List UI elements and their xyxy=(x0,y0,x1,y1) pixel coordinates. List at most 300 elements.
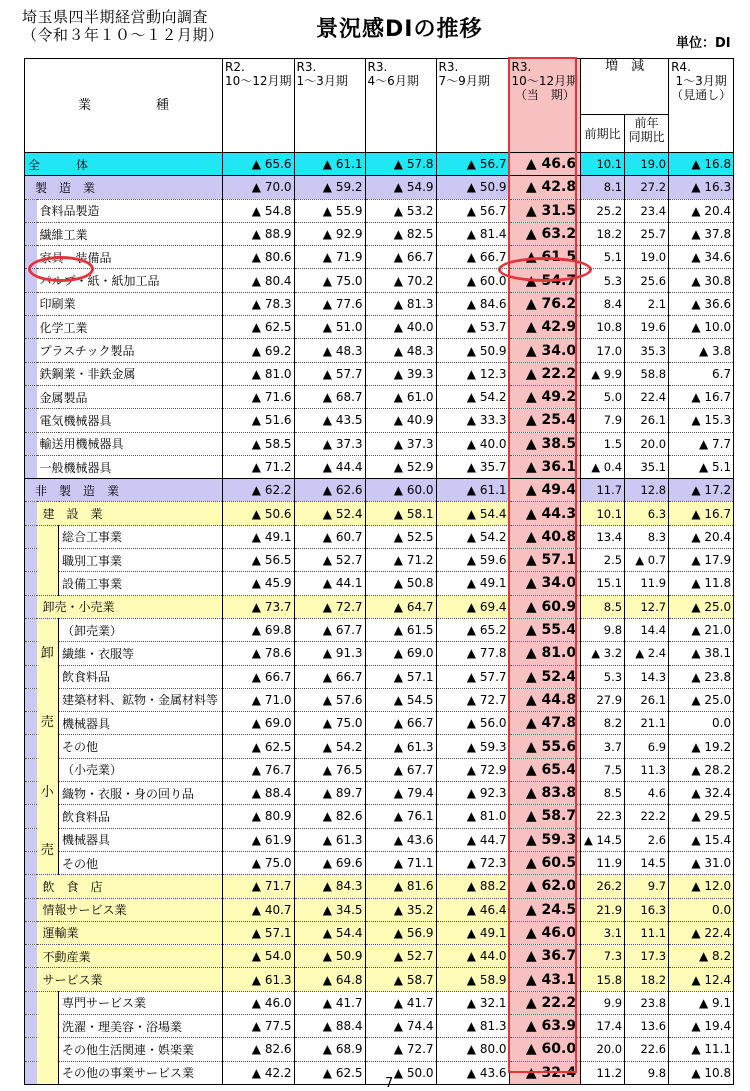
di-current-value: ▲ 60.9 xyxy=(509,595,581,618)
di-value: ▲ 40.0 xyxy=(436,432,509,455)
header-change: 増 減 xyxy=(581,59,669,115)
sector-indent xyxy=(25,199,37,222)
header-industry: 業 種 xyxy=(25,59,223,153)
di-value: ▲ 50.8 xyxy=(365,572,436,595)
di-value: ▲ 44.7 xyxy=(436,828,509,851)
group-indent xyxy=(37,1038,59,1061)
di-value: ▲ 71.6 xyxy=(223,385,295,408)
di-value: ▲ 80.4 xyxy=(223,269,295,292)
di-value: ▲ 81.0 xyxy=(223,362,295,385)
table-row xyxy=(25,898,734,921)
group-indent xyxy=(37,1014,59,1037)
di-current-value: ▲ 60.5 xyxy=(509,851,581,874)
di-value: ▲ 52.9 xyxy=(365,455,436,478)
change-qoq: 5.0 xyxy=(581,385,625,408)
change-qoq: ▲ 9.9 xyxy=(581,362,625,385)
sector-indent xyxy=(25,688,37,711)
di-value: ▲ 62.5 xyxy=(223,316,295,339)
sector-indent xyxy=(25,851,37,874)
di-value: ▲ 64.7 xyxy=(365,595,436,618)
di-value: ▲ 57.1 xyxy=(223,921,295,944)
industry-label: 情報サービス業 xyxy=(37,898,223,921)
table-row xyxy=(25,828,734,851)
di-value: ▲ 92.9 xyxy=(294,222,365,245)
di-outlook-value: ▲ 22.4 xyxy=(669,921,734,944)
table-row xyxy=(25,945,734,968)
change-yoy: ▲ 0.7 xyxy=(625,549,669,572)
industry-label: 建築材料、鉱物・金属材料等 xyxy=(59,688,223,711)
change-qoq: ▲ 14.5 xyxy=(581,828,625,851)
di-value: ▲ 66.7 xyxy=(365,246,436,269)
industry-label: 機械器具 xyxy=(59,828,223,851)
sector-indent xyxy=(25,828,37,851)
di-value: ▲ 72.3 xyxy=(436,851,509,874)
di-current-value: ▲ 25.4 xyxy=(509,409,581,432)
di-current-value: ▲ 24.5 xyxy=(509,898,581,921)
di-value: ▲ 43.6 xyxy=(436,1061,509,1084)
change-qoq: 11.9 xyxy=(581,851,625,874)
di-value: ▲ 54.2 xyxy=(294,735,365,758)
di-value: ▲ 81.3 xyxy=(436,1014,509,1037)
header-r2-q4: R2. 10～12月期 xyxy=(223,59,295,153)
table-row xyxy=(25,385,734,408)
di-outlook-value: ▲ 36.6 xyxy=(669,292,734,315)
industry-label: 機械器具 xyxy=(59,712,223,735)
di-outlook-value: ▲ 16.8 xyxy=(669,153,734,176)
di-value: ▲ 56.7 xyxy=(436,199,509,222)
di-value: ▲ 56.7 xyxy=(436,153,509,176)
di-outlook-value: ▲ 28.2 xyxy=(669,758,734,781)
di-outlook-value: ▲ 21.0 xyxy=(669,618,734,641)
change-qoq: 17.4 xyxy=(581,1014,625,1037)
di-value: ▲ 50.9 xyxy=(294,945,365,968)
di-value: ▲ 54.9 xyxy=(365,176,436,199)
di-outlook-value: ▲ 15.3 xyxy=(669,409,734,432)
table-row xyxy=(25,688,734,711)
di-outlook-value: ▲ 19.2 xyxy=(669,735,734,758)
change-qoq: 15.8 xyxy=(581,968,625,991)
di-outlook-value: ▲ 15.4 xyxy=(669,828,734,851)
di-outlook-value: ▲ 7.7 xyxy=(669,432,734,455)
di-value: ▲ 78.6 xyxy=(223,642,295,665)
di-value: ▲ 51.0 xyxy=(294,316,365,339)
change-yoy: 11.1 xyxy=(625,921,669,944)
di-value: ▲ 71.2 xyxy=(223,455,295,478)
di-outlook-value: ▲ 11.8 xyxy=(669,572,734,595)
table-row xyxy=(25,921,734,944)
industry-label: 製 造 業 xyxy=(25,176,223,199)
di-value: ▲ 81.6 xyxy=(365,875,436,898)
di-value: ▲ 40.0 xyxy=(365,316,436,339)
di-value: ▲ 61.3 xyxy=(365,735,436,758)
di-value: ▲ 55.9 xyxy=(294,199,365,222)
di-outlook-value: ▲ 16.7 xyxy=(669,385,734,408)
industry-label: 専門サービス業 xyxy=(59,991,223,1014)
industry-label: 家具・装備品 xyxy=(37,246,223,269)
di-current-value: ▲ 63.2 xyxy=(509,222,581,245)
change-yoy: 2.6 xyxy=(625,828,669,851)
change-yoy: 22.2 xyxy=(625,805,669,828)
di-value: ▲ 65.6 xyxy=(223,153,295,176)
di-value: ▲ 61.1 xyxy=(294,153,365,176)
table-row xyxy=(25,502,734,525)
di-value: ▲ 50.6 xyxy=(223,502,295,525)
di-value: ▲ 69.4 xyxy=(436,595,509,618)
change-qoq: 5.3 xyxy=(581,269,625,292)
di-outlook-value: ▲ 12.0 xyxy=(669,875,734,898)
di-value: ▲ 57.7 xyxy=(436,665,509,688)
di-current-value: ▲ 43.1 xyxy=(509,968,581,991)
table-row xyxy=(25,712,734,735)
di-outlook-value: ▲ 11.1 xyxy=(669,1038,734,1061)
sector-indent xyxy=(25,292,37,315)
industry-label: （小売業） xyxy=(59,758,223,781)
sector-indent xyxy=(25,316,37,339)
di-value: ▲ 48.3 xyxy=(365,339,436,362)
di-value: ▲ 68.9 xyxy=(294,1038,365,1061)
change-qoq: 9.8 xyxy=(581,618,625,641)
sector-indent xyxy=(25,362,37,385)
change-yoy: 14.5 xyxy=(625,851,669,874)
di-current-value: ▲ 32.4 xyxy=(509,1061,581,1084)
di-value: ▲ 91.3 xyxy=(294,642,365,665)
table-row xyxy=(25,851,734,874)
di-value: ▲ 49.1 xyxy=(436,921,509,944)
di-current-value: ▲ 62.0 xyxy=(509,875,581,898)
industry-label: 設備工事業 xyxy=(59,572,223,595)
di-value: ▲ 59.3 xyxy=(436,735,509,758)
table-row xyxy=(25,339,734,362)
change-yoy: 27.2 xyxy=(625,176,669,199)
di-value: ▲ 88.4 xyxy=(294,1014,365,1037)
industry-label: 電気機械器具 xyxy=(37,409,223,432)
change-yoy: 11.9 xyxy=(625,572,669,595)
di-value: ▲ 35.7 xyxy=(436,455,509,478)
change-yoy: 14.4 xyxy=(625,618,669,641)
di-value: ▲ 81.3 xyxy=(365,292,436,315)
change-yoy: 18.2 xyxy=(625,968,669,991)
change-yoy: 26.1 xyxy=(625,688,669,711)
change-yoy: 19.0 xyxy=(625,153,669,176)
di-value: ▲ 66.7 xyxy=(294,665,365,688)
industry-label: 繊維・衣服等 xyxy=(59,642,223,665)
di-value: ▲ 61.3 xyxy=(294,828,365,851)
change-qoq: 8.5 xyxy=(581,595,625,618)
di-outlook-value: ▲ 19.4 xyxy=(669,1014,734,1037)
survey-name: 埼玉県四半期経営動向調査 xyxy=(22,8,209,26)
change-qoq: 3.7 xyxy=(581,735,625,758)
di-value: ▲ 77.8 xyxy=(436,642,509,665)
change-qoq: 25.2 xyxy=(581,199,625,222)
table-row xyxy=(25,758,734,781)
di-outlook-value: ▲ 17.2 xyxy=(669,479,734,502)
unit-label: 単位：DI xyxy=(676,36,731,51)
di-value: ▲ 37.3 xyxy=(365,432,436,455)
di-current-value: ▲ 36.7 xyxy=(509,945,581,968)
di-value: ▲ 54.4 xyxy=(294,921,365,944)
di-value: ▲ 92.3 xyxy=(436,782,509,805)
di-outlook-value: ▲ 37.8 xyxy=(669,222,734,245)
change-yoy: 12.8 xyxy=(625,479,669,502)
di-value: ▲ 54.4 xyxy=(436,502,509,525)
change-qoq: 26.2 xyxy=(581,875,625,898)
change-yoy: 23.4 xyxy=(625,199,669,222)
di-value: ▲ 50.0 xyxy=(365,1061,436,1084)
di-value: ▲ 44.1 xyxy=(294,572,365,595)
sector-indent xyxy=(25,805,37,828)
group-indent xyxy=(37,525,59,548)
survey-header xyxy=(22,8,224,44)
di-value: ▲ 40.7 xyxy=(223,898,295,921)
industry-label: その他生活関連・娯楽業 xyxy=(59,1038,223,1061)
di-value: ▲ 66.7 xyxy=(365,712,436,735)
change-qoq: 22.3 xyxy=(581,805,625,828)
industry-label: 洗濯・理美容・浴場業 xyxy=(59,1014,223,1037)
di-value: ▲ 75.0 xyxy=(223,851,295,874)
change-qoq: 5.1 xyxy=(581,246,625,269)
sector-indent xyxy=(25,222,37,245)
change-yoy: 21.1 xyxy=(625,712,669,735)
di-value: ▲ 61.1 xyxy=(436,479,509,502)
di-value: ▲ 61.5 xyxy=(365,618,436,641)
di-outlook-value: ▲ 8.2 xyxy=(669,945,734,968)
di-value: ▲ 61.0 xyxy=(365,385,436,408)
di-current-value: ▲ 81.0 xyxy=(509,642,581,665)
industry-label: 金属製品 xyxy=(37,385,223,408)
industry-label: 食料品製造 xyxy=(37,199,223,222)
di-outlook-value: ▲ 9.1 xyxy=(669,991,734,1014)
di-value: ▲ 32.1 xyxy=(436,991,509,1014)
di-value: ▲ 79.4 xyxy=(365,782,436,805)
change-qoq: 9.9 xyxy=(581,991,625,1014)
change-qoq: 13.4 xyxy=(581,525,625,548)
di-table xyxy=(24,58,734,1085)
table-row xyxy=(25,409,734,432)
group-indent xyxy=(37,1061,59,1084)
di-current-value: ▲ 61.5 xyxy=(509,246,581,269)
change-qoq: 7.3 xyxy=(581,945,625,968)
di-value: ▲ 82.5 xyxy=(365,222,436,245)
sector-indent xyxy=(25,409,37,432)
di-value: ▲ 69.0 xyxy=(365,642,436,665)
di-outlook-value: ▲ 31.0 xyxy=(669,851,734,874)
di-value: ▲ 44.0 xyxy=(436,945,509,968)
di-value: ▲ 88.2 xyxy=(436,875,509,898)
industry-label: プラスチック製品 xyxy=(37,339,223,362)
table-row xyxy=(25,595,734,618)
di-value: ▲ 56.5 xyxy=(223,549,295,572)
di-value: ▲ 73.7 xyxy=(223,595,295,618)
sector-indent xyxy=(25,782,37,805)
di-value: ▲ 69.6 xyxy=(294,851,365,874)
table-row xyxy=(25,153,734,176)
change-yoy: 12.7 xyxy=(625,595,669,618)
di-value: ▲ 60.0 xyxy=(365,479,436,502)
di-current-value: ▲ 83.8 xyxy=(509,782,581,805)
di-value: ▲ 56.9 xyxy=(365,921,436,944)
di-value: ▲ 40.9 xyxy=(365,409,436,432)
di-value: ▲ 64.8 xyxy=(294,968,365,991)
change-qoq: 3.1 xyxy=(581,921,625,944)
table-row xyxy=(25,1038,734,1061)
change-yoy: 2.1 xyxy=(625,292,669,315)
industry-label: 飲 食 店 xyxy=(37,875,223,898)
di-value: ▲ 52.7 xyxy=(294,549,365,572)
di-outlook-value: ▲ 20.4 xyxy=(669,199,734,222)
di-value: ▲ 66.7 xyxy=(223,665,295,688)
change-qoq: 10.1 xyxy=(581,502,625,525)
table-row xyxy=(25,222,734,245)
header-r4-q1-outlook: R4. 1～3月期 （見通し） xyxy=(669,59,734,153)
di-outlook-value: 0.0 xyxy=(669,712,734,735)
change-yoy: 35.1 xyxy=(625,455,669,478)
di-value: ▲ 41.7 xyxy=(294,991,365,1014)
table-row xyxy=(25,199,734,222)
di-current-value: ▲ 42.9 xyxy=(509,316,581,339)
di-value: ▲ 45.9 xyxy=(223,572,295,595)
sector-indent xyxy=(25,642,37,665)
di-value: ▲ 57.8 xyxy=(365,153,436,176)
change-qoq: 11.2 xyxy=(581,1061,625,1084)
di-value: ▲ 52.4 xyxy=(294,502,365,525)
di-value: ▲ 65.2 xyxy=(436,618,509,641)
industry-label: 運輸業 xyxy=(37,921,223,944)
di-value: ▲ 49.1 xyxy=(223,525,295,548)
table-row xyxy=(25,665,734,688)
di-value: ▲ 50.9 xyxy=(436,339,509,362)
di-value: ▲ 50.9 xyxy=(436,176,509,199)
di-outlook-value: ▲ 34.6 xyxy=(669,246,734,269)
di-value: ▲ 67.7 xyxy=(294,618,365,641)
industry-label: 繊維工業 xyxy=(37,222,223,245)
di-value: ▲ 78.3 xyxy=(223,292,295,315)
table-row xyxy=(25,246,734,269)
di-value: ▲ 59.6 xyxy=(436,549,509,572)
sector-indent xyxy=(25,1014,37,1037)
header-r3-q2: R3. 4～6月期 xyxy=(365,59,436,153)
di-value: ▲ 39.3 xyxy=(365,362,436,385)
di-value: ▲ 80.0 xyxy=(436,1038,509,1061)
di-value: ▲ 62.5 xyxy=(223,735,295,758)
sector-indent xyxy=(25,339,37,362)
change-qoq: 10.1 xyxy=(581,153,625,176)
header-r3-q3: R3. 7～9月期 xyxy=(436,59,509,153)
sector-indent xyxy=(25,921,37,944)
di-value: ▲ 71.9 xyxy=(294,246,365,269)
di-value: ▲ 54.8 xyxy=(223,199,295,222)
group-indent xyxy=(37,549,59,572)
di-current-value: ▲ 46.0 xyxy=(509,921,581,944)
sector-indent xyxy=(25,455,37,478)
industry-label: 全 体 xyxy=(25,153,223,176)
sector-indent xyxy=(25,246,37,269)
industry-label: （卸売業） xyxy=(59,618,223,641)
di-value: ▲ 75.0 xyxy=(294,712,365,735)
di-value: ▲ 77.5 xyxy=(223,1014,295,1037)
di-current-value: ▲ 42.8 xyxy=(509,176,581,199)
di-current-value: ▲ 34.0 xyxy=(509,339,581,362)
di-outlook-value: ▲ 17.9 xyxy=(669,549,734,572)
table-row xyxy=(25,782,734,805)
industry-label: 非 製 造 業 xyxy=(25,479,223,502)
change-yoy: 22.6 xyxy=(625,1038,669,1061)
change-qoq: 1.5 xyxy=(581,432,625,455)
change-yoy: 9.8 xyxy=(625,1061,669,1084)
di-value: ▲ 53.7 xyxy=(436,316,509,339)
change-yoy: 35.3 xyxy=(625,339,669,362)
di-value: ▲ 71.7 xyxy=(223,875,295,898)
change-qoq: 21.9 xyxy=(581,898,625,921)
sector-indent xyxy=(25,572,37,595)
table-row xyxy=(25,525,734,548)
di-value: ▲ 57.1 xyxy=(365,665,436,688)
di-value: ▲ 75.0 xyxy=(294,269,365,292)
di-value: ▲ 34.5 xyxy=(294,898,365,921)
table-row xyxy=(25,479,734,502)
table-row xyxy=(25,292,734,315)
di-value: ▲ 71.1 xyxy=(365,851,436,874)
table-row xyxy=(25,1014,734,1037)
sector-indent xyxy=(25,758,37,781)
di-value: ▲ 81.4 xyxy=(436,222,509,245)
di-current-value: ▲ 47.8 xyxy=(509,712,581,735)
di-value: ▲ 82.6 xyxy=(294,805,365,828)
di-value: ▲ 56.0 xyxy=(436,712,509,735)
table-row xyxy=(25,455,734,478)
group-indent xyxy=(37,572,59,595)
industry-label: 総合工事業 xyxy=(59,525,223,548)
table-row xyxy=(25,618,734,641)
change-yoy: 13.6 xyxy=(625,1014,669,1037)
industry-label: その他 xyxy=(59,735,223,758)
di-value: ▲ 72.7 xyxy=(365,1038,436,1061)
di-outlook-value: ▲ 3.8 xyxy=(669,339,734,362)
di-outlook-value: ▲ 5.1 xyxy=(669,455,734,478)
di-current-value: ▲ 36.1 xyxy=(509,455,581,478)
table-row xyxy=(25,805,734,828)
industry-label: 化学工業 xyxy=(37,316,223,339)
change-qoq: 20.0 xyxy=(581,1038,625,1061)
di-current-value: ▲ 22.2 xyxy=(509,991,581,1014)
di-current-value: ▲ 63.9 xyxy=(509,1014,581,1037)
di-value: ▲ 46.0 xyxy=(223,991,295,1014)
sector-indent xyxy=(25,269,37,292)
di-value: ▲ 84.3 xyxy=(294,875,365,898)
sector-indent xyxy=(25,968,37,991)
di-value: ▲ 61.3 xyxy=(223,968,295,991)
change-qoq: 7.9 xyxy=(581,409,625,432)
di-current-value: ▲ 44.8 xyxy=(509,688,581,711)
change-yoy: 22.4 xyxy=(625,385,669,408)
di-value: ▲ 80.9 xyxy=(223,805,295,828)
di-value: ▲ 33.3 xyxy=(436,409,509,432)
sector-indent xyxy=(25,618,37,641)
sector-indent xyxy=(25,991,37,1014)
change-yoy: 58.8 xyxy=(625,362,669,385)
sector-indent xyxy=(25,898,37,921)
di-value: ▲ 54.5 xyxy=(365,688,436,711)
industry-label: 鉄鋼業・非鉄金属 xyxy=(37,362,223,385)
sector-indent xyxy=(25,525,37,548)
sector-indent xyxy=(25,1038,37,1061)
change-yoy: 26.1 xyxy=(625,409,669,432)
di-outlook-value: ▲ 38.1 xyxy=(669,642,734,665)
side-label-uri1: 売 xyxy=(37,688,59,758)
di-current-value: ▲ 49.4 xyxy=(509,479,581,502)
di-value: ▲ 46.4 xyxy=(436,898,509,921)
di-value: ▲ 62.2 xyxy=(223,479,295,502)
change-qoq: 15.1 xyxy=(581,572,625,595)
